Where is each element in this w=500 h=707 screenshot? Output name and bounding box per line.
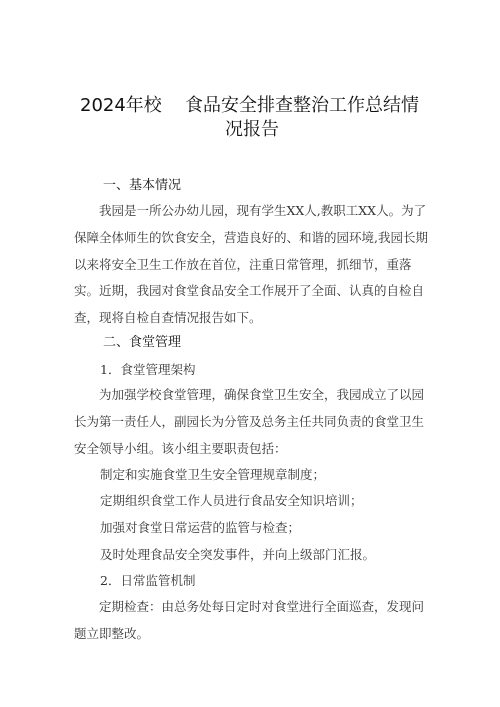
subheading-structure: 1．食堂管理架构 [100,362,196,377]
title-year: 2024年校 [80,95,162,116]
paragraph-structure [74,382,436,462]
duty-item-4: 及时处理食品安全突发事件，并向上级部门汇报。 [100,547,376,562]
document-title [80,94,440,142]
subheading-supervision: 2．日常监管机制 [100,573,196,588]
title-line-1 [80,94,440,118]
section-heading-canteen: 二、食堂管理 [103,335,182,350]
duty-item-1: 制定和实施食堂卫生安全管理规章制度； [100,467,326,482]
paragraph-basic-info [74,198,436,332]
title-line-2: 况报告 [225,119,279,140]
paragraph-structure-text: 为加强学校食堂管理，确保食堂卫生安全，我园成立了以园长为第一责任人，副园长为分管及总务主任共同负责的食堂卫生安全领导小组。该小组主要职责包括： [74,387,425,456]
title-main: 食品安全排查整治工作总结情 [185,95,419,116]
duty-item-2: 定期组织食堂工作人员进行食品安全知识培训； [100,493,363,508]
section-heading-basic: 一、基本情况 [103,178,182,193]
duty-item-3: 加强对食堂日常运营的监管与检查； [100,520,301,535]
paragraph-basic-info-text: 我园是一所公办幼儿园，现有学生XX人,教职工XX人。为了保障全体师生的饮食安全，营造良好的、和谐的园环境,我园长期以来将安全卫生工作放在首位，注重日常管理，抓细节，重落实。近期，我园对食堂食品安全工作展开了全面、认真的自检自查，现将自检自查情况报告如下。 [74,203,428,326]
paragraph-supervision-text: 定期检查：由总务处每日定时对食堂进行全面巡查，发现问题立即整改。 [74,599,425,641]
paragraph-supervision [74,594,436,648]
